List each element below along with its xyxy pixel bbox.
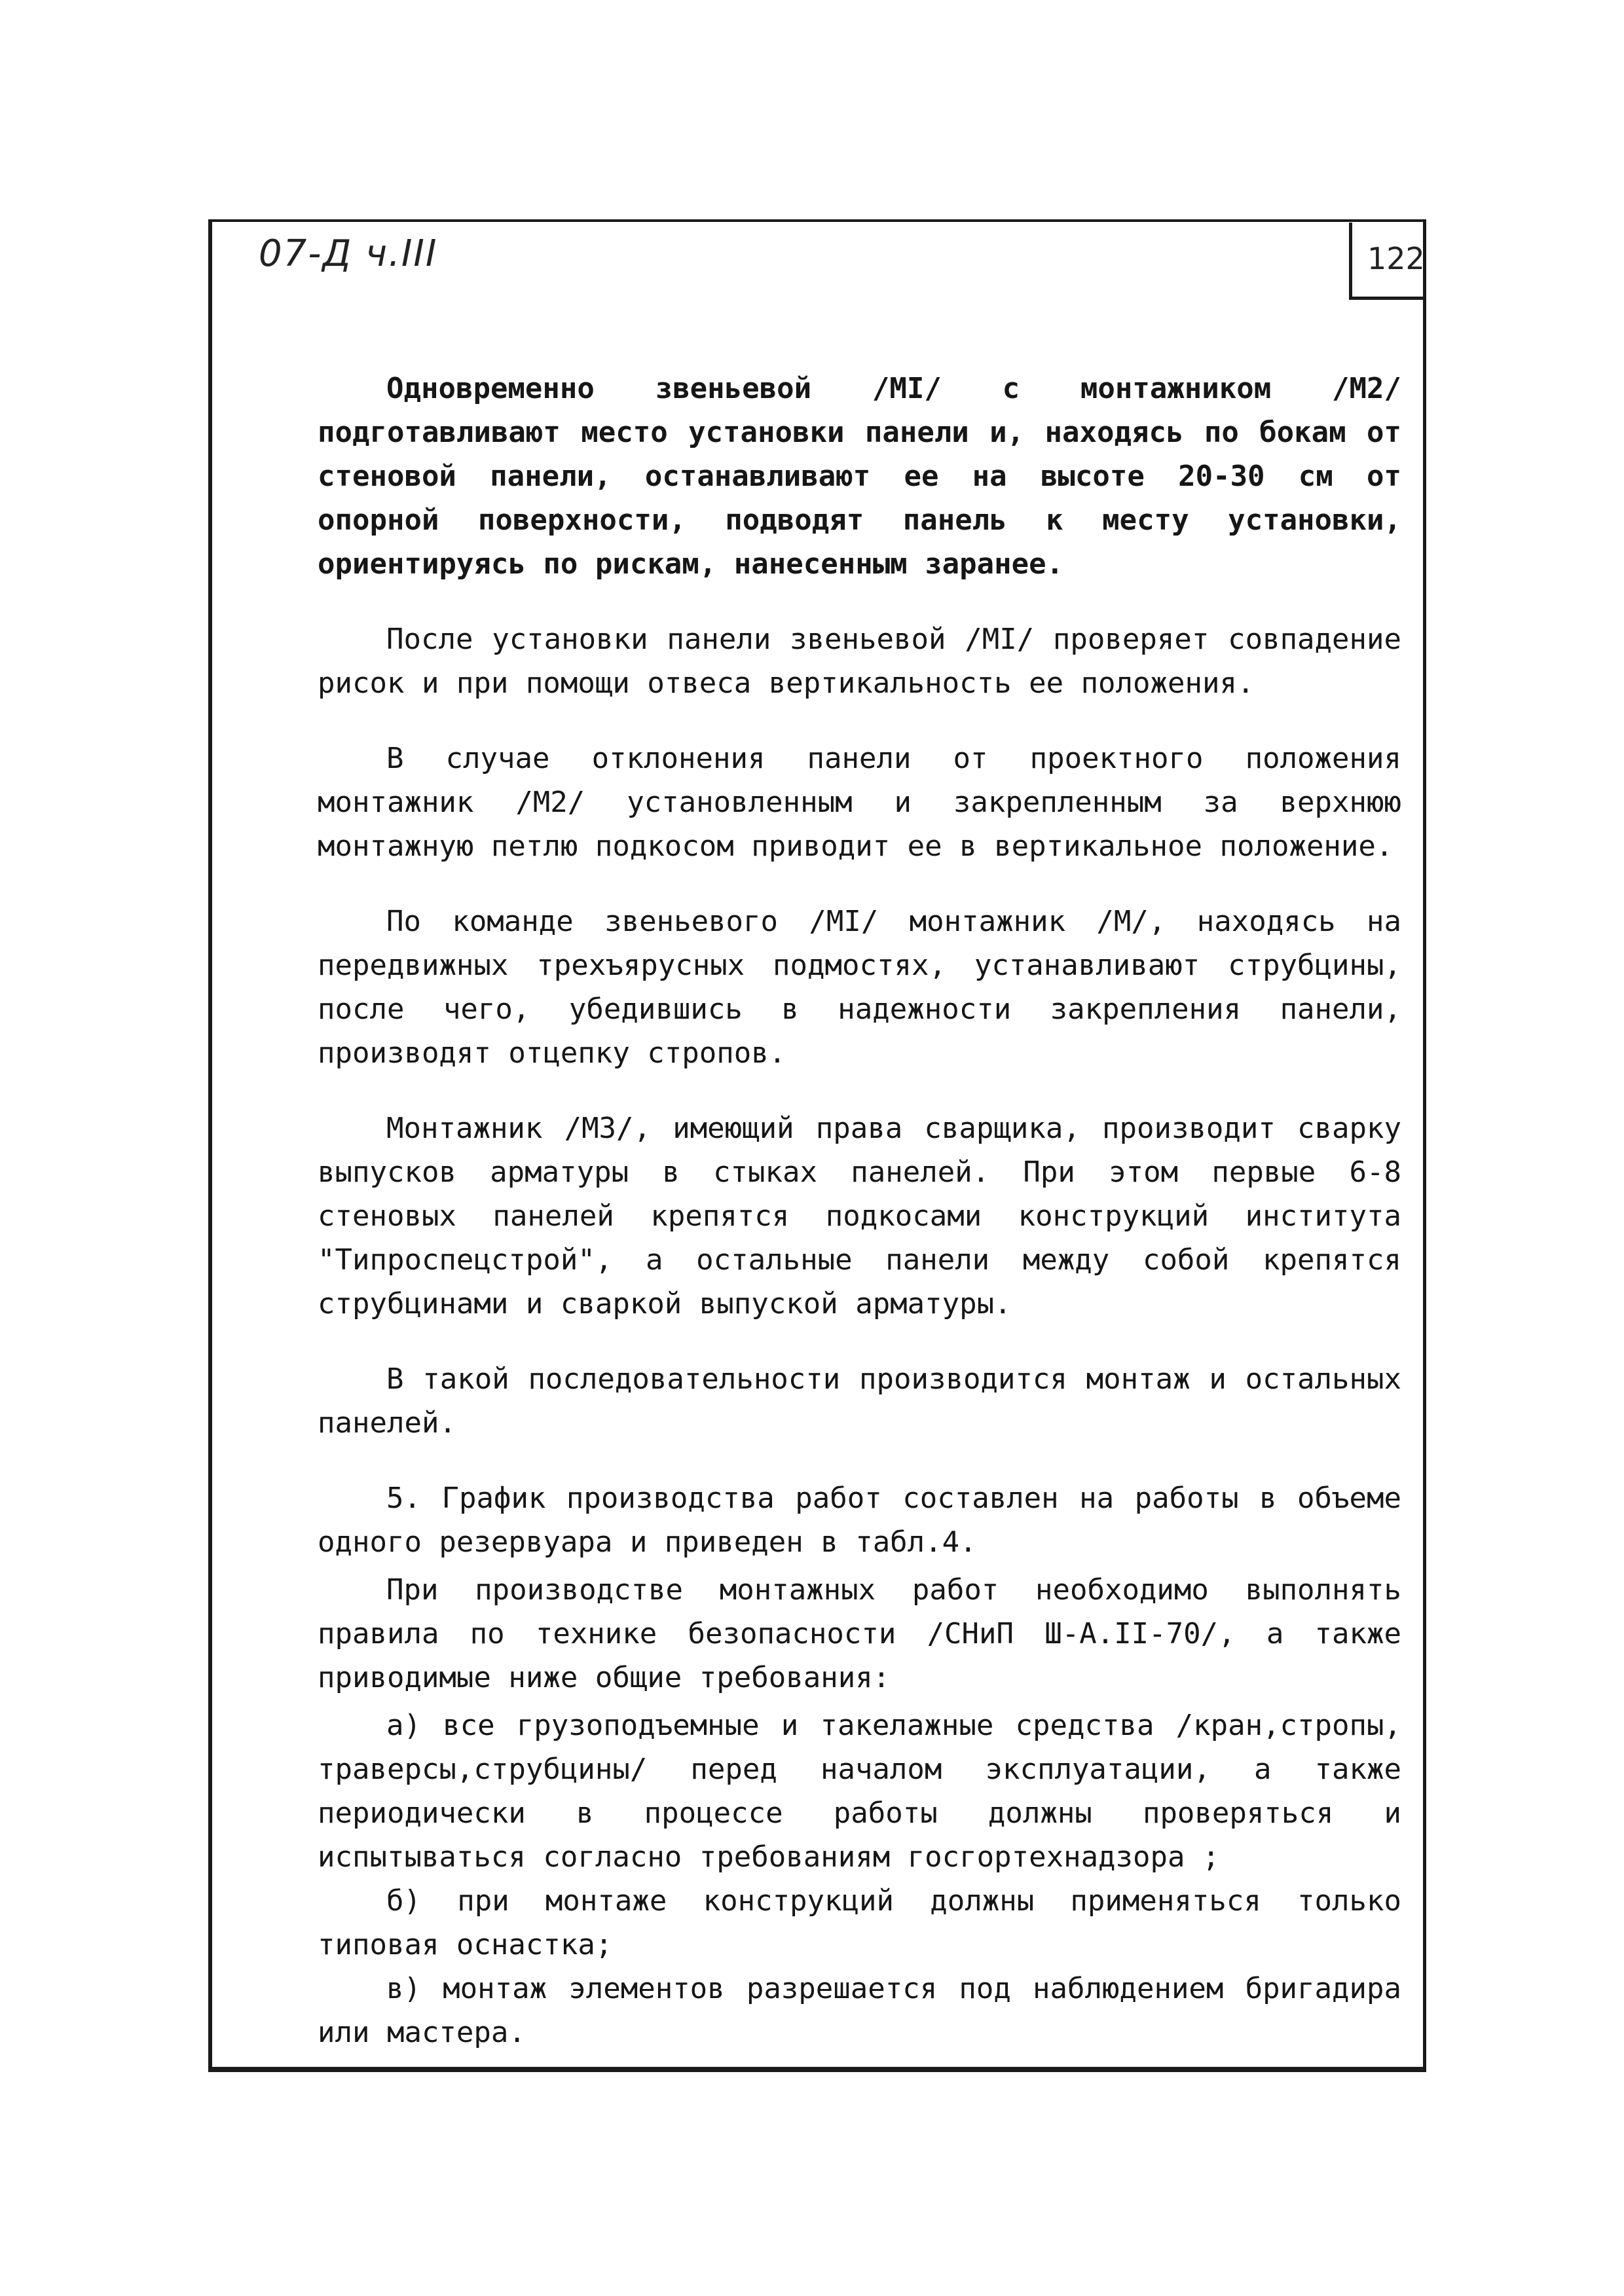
paragraph-panel-check: После установки панели звеньевой /МI/ проверяет совпадение рисок и при помощи отвеса вертикальность ее положения. [318,623,1401,700]
list-item-c: в) монтаж элементов разрешается под наблюдением бригадира или мастера. [318,1972,1401,2049]
paragraph-safety-intro: При производстве монтажных работ необходимо выполнять правила по технике безопасности /СНиП Ш-А.II-70/, а также приводимые ниже общие требования: [318,1573,1401,1694]
paragraph-command: По команде звеньевого /МI/ монтажник /М/, находясь на передвижных трехъярусных подмостях, устанавливают струбцины, после чего, убедившись в надежности закрепления панели, производят отцепку стропов. [318,905,1401,1070]
document-body [318,367,1401,2054]
list-item-b: б) при монтаже конструкций должны применяться только типовая оснастка; [318,1884,1401,1961]
paragraph-welding: Монтажник /М3/, имеющий права сварщика, производит сварку выпусков арматуры в стыках панелей. При этом первые 6-8 стеновых панелей крепятся подкосами конструкций института "Типроспецстрой", а остальные панели между собой крепятся струбцинами и сваркой выпуской арматуры. [318,1112,1401,1321]
list-item-a: а) все грузоподъемные и такелажные средства /кран,стропы, траверсы,струбцины/ перед началом эксплуатации, а также периодически в процессе работы должны проверяться и испытываться согласно требованиям госгортехнадзора ; [318,1709,1401,1874]
page-number: 122 [1367,241,1425,276]
paragraph-schedule: 5. График производства работ составлен на работы в объеме одного резервуара и приведен в табл.4. [318,1482,1401,1559]
document-code: 07-Д ч.III [259,232,438,275]
paragraph-deviation: В случае отклонения панели от проектного положения монтажник /М2/ установленным и закрепленным за верхнюю монтажную петлю подкосом приводит ее в вертикальное положение. [318,742,1401,863]
paragraph-sequence: В такой последовательности производится монтаж и остальных панелей. [318,1362,1401,1440]
paragraph-panel-preparation: Одновременно звеньевой /МI/ с монтажником /М2/ подготавливают место установки панели и, находясь по бокам от стеновой панели, останавливают ее на высоте 20-30 см от опорной поверхности, подводят панель к месту установки, ориентируясь по рискам, нанесенным заранее. [318,372,1401,581]
